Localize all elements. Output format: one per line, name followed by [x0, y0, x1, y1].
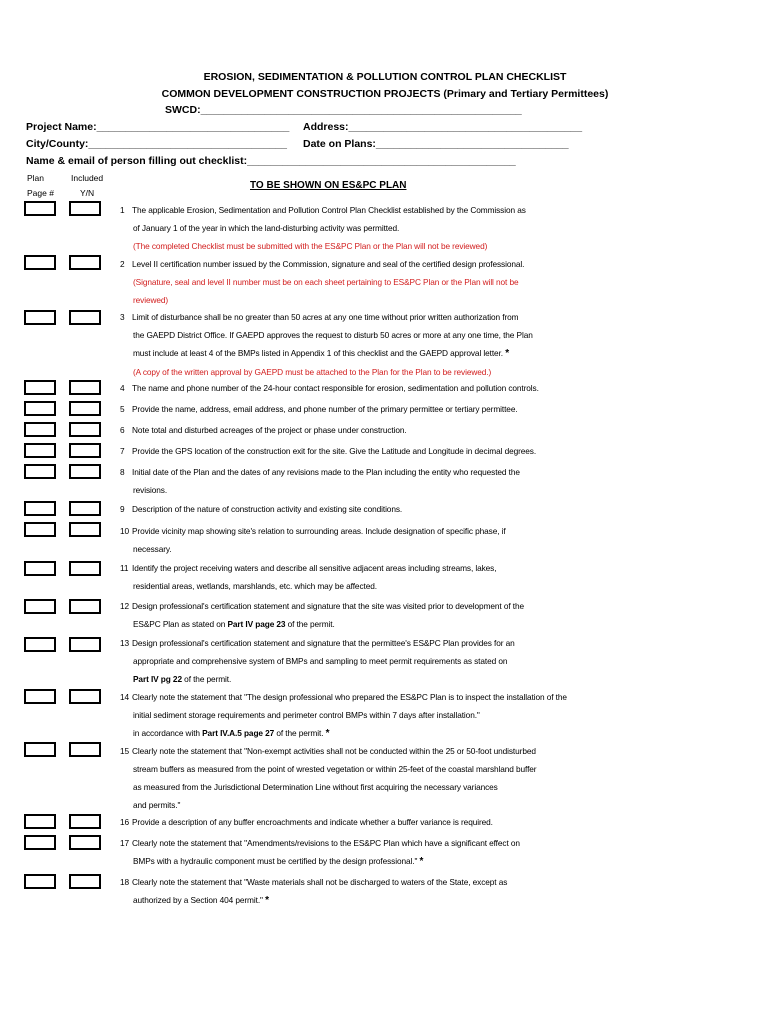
item-number: 4: [120, 383, 125, 393]
item-number: 2: [120, 259, 125, 269]
item-text: Provide the GPS location of the construction exit for the site. Give the Latitude and Longitude in decimal degrees.: [132, 446, 537, 456]
item-text: in accordance with: [133, 728, 203, 738]
included-box[interactable]: [69, 561, 101, 576]
swcd-field[interactable]: SWCD:_______________________________________________________: [165, 104, 522, 116]
city-county-field[interactable]: City/County:__________________________________: [26, 138, 287, 150]
checklist-item-16: [120, 813, 493, 831]
plan-page-box[interactable]: [24, 501, 56, 516]
included-box[interactable]: [69, 814, 101, 829]
item-text: Identify the project receiving waters and describe all sensitive adjacent areas including streams, lakes,: [132, 563, 497, 573]
included-column-header: Included: [71, 173, 104, 183]
item-note: reviewed): [133, 295, 169, 305]
item-text: BMPs with a hydraulic component must be certified by the design professional.": [133, 856, 418, 866]
item-number: 6: [120, 425, 125, 435]
plan-page-box[interactable]: [24, 201, 56, 216]
included-box[interactable]: [69, 201, 101, 216]
item-number: 5: [120, 404, 125, 414]
item-text: Clearly note the statement that "Non-exempt activities shall not be conducted within the 25 or 50-foot undisturbed: [132, 746, 536, 756]
item-note: (The completed Checklist must be submitted with the ES&PC Plan or the Plan will not be reviewed): [133, 241, 488, 251]
plan-page-box[interactable]: [24, 599, 56, 614]
asterisk-mark: *: [325, 728, 330, 739]
checklist-item-12: [120, 597, 524, 633]
included-box[interactable]: [69, 443, 101, 458]
item-text: Clearly note the statement that "The design professional who prepared the ES&PC Plan is to inspect the installation of the: [132, 692, 567, 702]
checklist-item-17: [120, 834, 520, 871]
plan-page-box[interactable]: [24, 561, 56, 576]
item-text: must include at least 4 of the BMPs listed in Appendix 1 of this checklist and the GAEPD approval letter.: [133, 348, 503, 358]
plan-page-box[interactable]: [24, 637, 56, 652]
checklist-item-8: [120, 463, 520, 499]
date-on-plans-field[interactable]: Date on Plans:_________________________________: [303, 138, 569, 150]
included-box[interactable]: [69, 464, 101, 479]
checklist-item-11: [120, 559, 496, 595]
item-text: Design professional's certification statement and signature that the permittee's ES&PC Plan provides for an: [132, 638, 515, 648]
item-text: Description of the nature of construction activity and existing site conditions.: [132, 504, 403, 514]
included-box[interactable]: [69, 599, 101, 614]
item-note: (A copy of the written approval by GAEPD must be attached to the Plan for the Plan to be reviewed.): [133, 367, 492, 377]
item-text: Design professional's certification statement and signature that the site was visited prior to development of the: [132, 601, 524, 611]
item-text: of January 1 of the year in which the land-disturbing activity was permitted.: [133, 223, 400, 233]
plan-page-box[interactable]: [24, 742, 56, 757]
item-text: the GAEPD District Office. If GAEPD approves the request to disturb 50 acres or more at any one time, the Plan: [133, 330, 533, 340]
checklist-item-13: [120, 634, 515, 688]
item-number: 12: [120, 601, 130, 611]
checklist-item-10: [120, 522, 506, 558]
item-text: of the permit.: [274, 728, 324, 738]
item-text: initial sediment storage requirements and perimeter control BMPs within 7 days after installation.": [133, 710, 480, 720]
permit-reference: Part IV pg 22: [133, 674, 182, 684]
item-text: Clearly note the statement that "Amendments/revisions to the ES&PC Plan which have a significant effect on: [132, 838, 520, 848]
item-number: 9: [120, 504, 125, 514]
item-text: The applicable Erosion, Sedimentation and Pollution Control Plan Checklist established by the Commission as: [132, 205, 526, 215]
plan-page-box[interactable]: [24, 443, 56, 458]
item-text: Provide the name, address, email address, and phone number of the primary permittee or tertiary permittee.: [132, 404, 518, 414]
item-number: 3: [120, 312, 125, 322]
item-text: Note total and disturbed acreages of the project or phase under construction.: [132, 425, 407, 435]
item-number: 17: [120, 838, 130, 848]
included-box[interactable]: [69, 835, 101, 850]
item-text: Provide vicinity map showing site's relation to surrounding areas. Include designation of specific phase, if: [132, 526, 506, 536]
checklist-item-4: [120, 379, 539, 397]
checklist-item-2: [120, 255, 524, 309]
item-note: (Signature, seal and level II number must be on each sheet pertaining to ES&PC Plan or the Plan will not be: [133, 277, 519, 287]
asterisk-mark: *: [419, 856, 424, 867]
title-line-1: EROSION, SEDIMENTATION & POLLUTION CONTROL PLAN CHECKLIST: [203, 71, 567, 83]
item-text: as measured from the Jurisdictional Determination Line without first acquiring the necessary variances: [133, 782, 498, 792]
checklist-item-6: [120, 421, 407, 439]
item-number: 16: [120, 817, 130, 827]
checklist-item-5: [120, 400, 518, 418]
checklist-item-1: [120, 201, 526, 255]
included-box[interactable]: [69, 422, 101, 437]
item-text: The name and phone number of the 24-hour contact responsible for erosion, sedimentation and pollution controls.: [132, 383, 539, 393]
included-box[interactable]: [69, 310, 101, 325]
item-text: Level II certification number issued by the Commission, signature and seal of the certified design professional.: [132, 259, 525, 269]
item-text: ES&PC Plan as stated on: [133, 619, 228, 629]
item-number: 18: [120, 877, 130, 887]
section-title: TO BE SHOWN ON ES&PC PLAN: [250, 180, 407, 191]
asterisk-mark: *: [505, 348, 509, 359]
plan-page-box[interactable]: [24, 401, 56, 416]
plan-column-header: Plan: [27, 173, 45, 183]
project-name-field[interactable]: Project Name:_________________________________: [26, 121, 290, 133]
plan-page-box[interactable]: [24, 310, 56, 325]
item-number: 7: [120, 446, 125, 456]
item-number: 10: [120, 526, 130, 536]
checklist-item-9: [120, 500, 402, 518]
plan-page-box[interactable]: [24, 874, 56, 889]
plan-page-box[interactable]: [24, 814, 56, 829]
included-box[interactable]: [69, 401, 101, 416]
item-text: and permits.": [133, 800, 181, 810]
item-number: 13: [120, 638, 130, 648]
checklist-item-14: [120, 688, 567, 743]
item-text: Initial date of the Plan and the dates of any revisions made to the Plan including the entity who requested the: [132, 467, 520, 477]
item-number: 8: [120, 467, 125, 477]
plan-page-box[interactable]: [24, 255, 56, 270]
item-text: residential areas, wetlands, marshlands, etc. which may be affected.: [133, 581, 377, 591]
address-field[interactable]: Address:________________________________________: [303, 121, 583, 133]
item-text: stream buffers as measured from the point of wrested vegetation or within 25-feet of the coastal marshland buffer: [133, 764, 537, 774]
included-box[interactable]: [69, 501, 101, 516]
plan-page-box[interactable]: [24, 835, 56, 850]
plan-page-box[interactable]: [24, 522, 56, 537]
item-text: of the permit.: [285, 619, 335, 629]
item-number: 15: [120, 746, 130, 756]
item-text: necessary.: [133, 544, 172, 554]
included-box[interactable]: [69, 874, 101, 889]
checklist-item-15: [120, 742, 536, 814]
permit-reference: Part IV page 23: [227, 619, 286, 629]
included-box[interactable]: [69, 522, 101, 537]
checklist-item-3: [120, 308, 533, 381]
plan-page-box[interactable]: [24, 689, 56, 704]
checklist-item-7: [120, 442, 536, 460]
item-number: 14: [120, 692, 130, 702]
included-box[interactable]: [69, 637, 101, 652]
name-email-field[interactable]: Name & email of person filling out checklist:______________________________________________: [26, 155, 516, 167]
checklist-item-18: [120, 873, 507, 910]
item-text: of the permit.: [181, 674, 232, 684]
included-box[interactable]: [69, 380, 101, 395]
permit-reference: Part IV.A.5 page 27: [202, 728, 275, 738]
included-box[interactable]: [69, 742, 101, 757]
plan-page-box[interactable]: [24, 422, 56, 437]
item-text: authorized by a Section 404 permit.": [133, 895, 263, 905]
item-text: Limit of disturbance shall be no greater than 50 acres at any one time without prior written authorization from: [132, 312, 519, 322]
item-number: 11: [120, 563, 129, 573]
plan-page-column-header: Page #: [27, 188, 54, 198]
included-box[interactable]: [69, 689, 101, 704]
yn-column-header: Y/N: [80, 188, 95, 198]
asterisk-mark: *: [265, 895, 269, 906]
item-text: appropriate and comprehensive system of BMPs and sampling to meet permit requirements as stated on: [133, 656, 508, 666]
item-text: Clearly note the statement that "Waste materials shall not be discharged to waters of the State, except as: [132, 877, 508, 887]
item-text: Provide a description of any buffer encroachments and indicate whether a buffer variance is required.: [132, 817, 493, 827]
included-box[interactable]: [69, 255, 101, 270]
title-line-2: COMMON DEVELOPMENT CONSTRUCTION PROJECTS (Primary and Tertiary Permittees): [161, 88, 609, 100]
plan-page-box[interactable]: [24, 380, 56, 395]
item-number: 1: [120, 205, 125, 215]
item-text: revisions.: [133, 485, 168, 495]
plan-page-box[interactable]: [24, 464, 56, 479]
